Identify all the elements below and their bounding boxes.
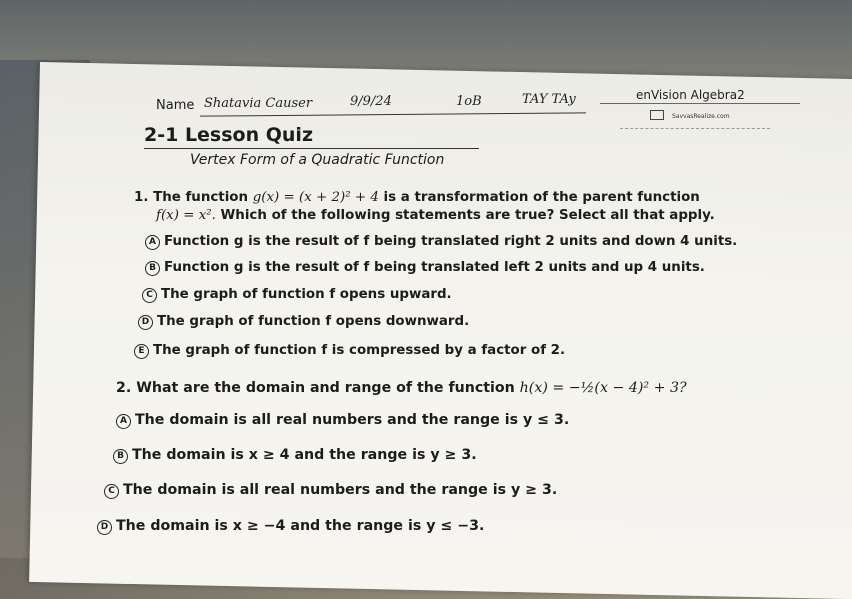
q2-prefix: 2. What are the domain and range of the function	[116, 380, 520, 396]
q1-prefix: 1. The function	[134, 190, 253, 205]
q2-prompt	[116, 380, 687, 396]
name-label: Name	[156, 98, 195, 113]
option-letter-circle: C	[142, 288, 157, 303]
option-text: Function g is the result of f being translated right 2 units and down 4 units.	[164, 234, 738, 249]
q2-option-a[interactable]	[116, 412, 569, 429]
option-letter-circle: A	[145, 235, 160, 250]
option-letter-circle: E	[134, 344, 149, 359]
handwritten-date: 9/9/24	[350, 94, 392, 109]
q1-line2	[156, 208, 715, 223]
q1-option-c[interactable]	[142, 287, 452, 303]
quiz-title: 2-1 Lesson Quiz	[144, 124, 313, 146]
q1-option-a[interactable]	[145, 234, 737, 250]
handwritten-name: Shatavia Causer	[204, 96, 313, 111]
brand-title: enVision Algebra2	[636, 88, 745, 102]
option-text: The graph of function f opens upward.	[161, 287, 452, 302]
realize-icon	[650, 110, 664, 120]
handwritten-note: TAY TAy	[522, 92, 576, 107]
option-text: Function g is the result of f being translated left 2 units and up 4 units.	[164, 260, 705, 275]
option-text: The domain is x ≥ −4 and the range is y ≤ −3.	[116, 518, 485, 534]
q1-parent-function: f(x) = x².	[156, 208, 216, 223]
q2-option-d[interactable]	[97, 518, 484, 535]
q1-line1	[134, 190, 700, 205]
q1-option-e[interactable]	[134, 343, 565, 359]
option-letter-circle: B	[113, 449, 128, 464]
q1-suffix: is a transformation of the parent function	[378, 190, 700, 205]
handwritten-class: 1oB	[456, 94, 482, 109]
option-letter-circle: C	[104, 484, 119, 499]
option-text: The domain is all real numbers and the range is y ≤ 3.	[135, 412, 570, 428]
q1-equation: g(x) = (x + 2)² + 4	[252, 190, 379, 205]
option-text: The graph of function f is compressed by a factor of 2.	[153, 343, 566, 358]
q1-option-d[interactable]	[138, 314, 469, 330]
name-line	[200, 112, 586, 116]
q2-option-b[interactable]	[113, 447, 477, 464]
brand-line	[600, 103, 800, 104]
option-letter-circle: A	[116, 414, 131, 429]
option-text: The domain is x ≥ 4 and the range is y ≥ 3.	[132, 447, 477, 463]
option-letter-circle: D	[97, 520, 112, 535]
brand-site: SavvasRealize.com	[672, 113, 730, 120]
q2-option-c[interactable]	[104, 482, 557, 499]
option-text: The domain is all real numbers and the range is y ≥ 3.	[123, 482, 558, 498]
option-letter-circle: B	[145, 261, 160, 276]
dashed-divider	[620, 128, 770, 129]
q2-equation: h(x) = −½(x − 4)² + 3?	[519, 380, 687, 396]
title-underline	[144, 148, 479, 149]
option-letter-circle: D	[138, 315, 153, 330]
option-text: The graph of function f opens downward.	[157, 314, 470, 329]
quiz-subtitle: Vertex Form of a Quadratic Function	[190, 152, 445, 168]
q1-option-b[interactable]	[145, 260, 705, 276]
q1-instruction: Which of the following statements are true? Select all that apply.	[215, 208, 715, 223]
